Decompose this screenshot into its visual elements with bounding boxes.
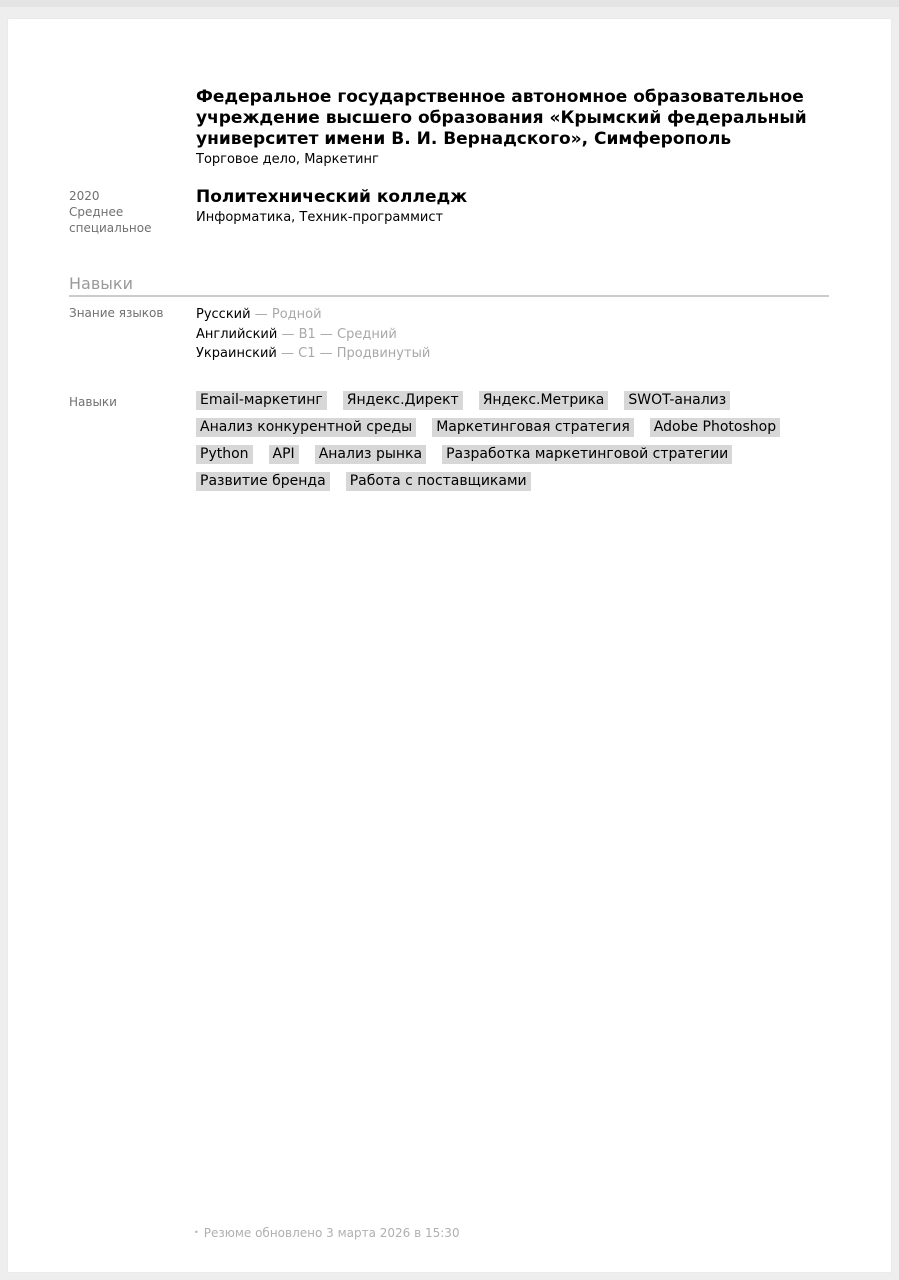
education-specialty: Торговое дело, Маркетинг: [196, 152, 379, 167]
resume-page: [8, 19, 891, 1272]
skill-tag: API: [269, 445, 299, 464]
languages-label: Знание языков: [69, 306, 164, 320]
education-year: 2020: [69, 189, 100, 203]
skill-tag: Яндекс.Директ: [343, 391, 463, 410]
skills-label: Навыки: [69, 395, 117, 409]
language-name: Русский: [196, 307, 251, 322]
language-item: [196, 325, 816, 345]
skills-list: [196, 391, 816, 499]
language-name: Украинский: [196, 346, 277, 361]
education-level: Среднее специальное: [69, 205, 152, 235]
resume-updated-text: Резюме обновлено 3 марта 2026 в 15:30: [203, 1226, 460, 1240]
language-level: — Родной: [254, 307, 322, 322]
skill-tag: Работа с поставщиками: [346, 472, 531, 491]
skill-tag: Python: [196, 445, 253, 464]
skill-tag: Анализ конкурентной среды: [196, 418, 416, 437]
education-institution: Федеральное государственное автономное образовательное учреждение высшего образования «Крымский федеральный университет имени В. И. Вернадского», Симферополь: [196, 87, 807, 149]
footer-bullet: •: [194, 1228, 199, 1237]
skill-tag: Яндекс.Метрика: [479, 391, 609, 410]
section-title-skills: Навыки: [69, 275, 829, 297]
language-level: — C1 — Продвинутый: [280, 346, 431, 361]
skill-tag: SWOT-анализ: [624, 391, 730, 410]
language-item: [196, 344, 816, 364]
resume-updated-footer: [194, 1226, 460, 1240]
education-institution: Политехнический колледж: [196, 187, 468, 207]
language-name: Английский: [196, 326, 278, 342]
skill-tag: Email-маркетинг: [196, 391, 327, 410]
language-item: [196, 305, 816, 325]
skill-tag: Маркетинговая стратегия: [432, 418, 634, 437]
skill-tag: Развитие бренда: [196, 472, 330, 491]
skill-tag: Разработка маркетинговой стратегии: [442, 445, 732, 464]
education-specialty: Информатика, Техник-программист: [196, 210, 444, 225]
skill-tag: Анализ рынка: [315, 445, 426, 464]
skill-tag: Adobe Photoshop: [650, 418, 780, 437]
top-strip: [0, 0, 899, 7]
language-level: — B1 — Средний: [281, 326, 397, 342]
